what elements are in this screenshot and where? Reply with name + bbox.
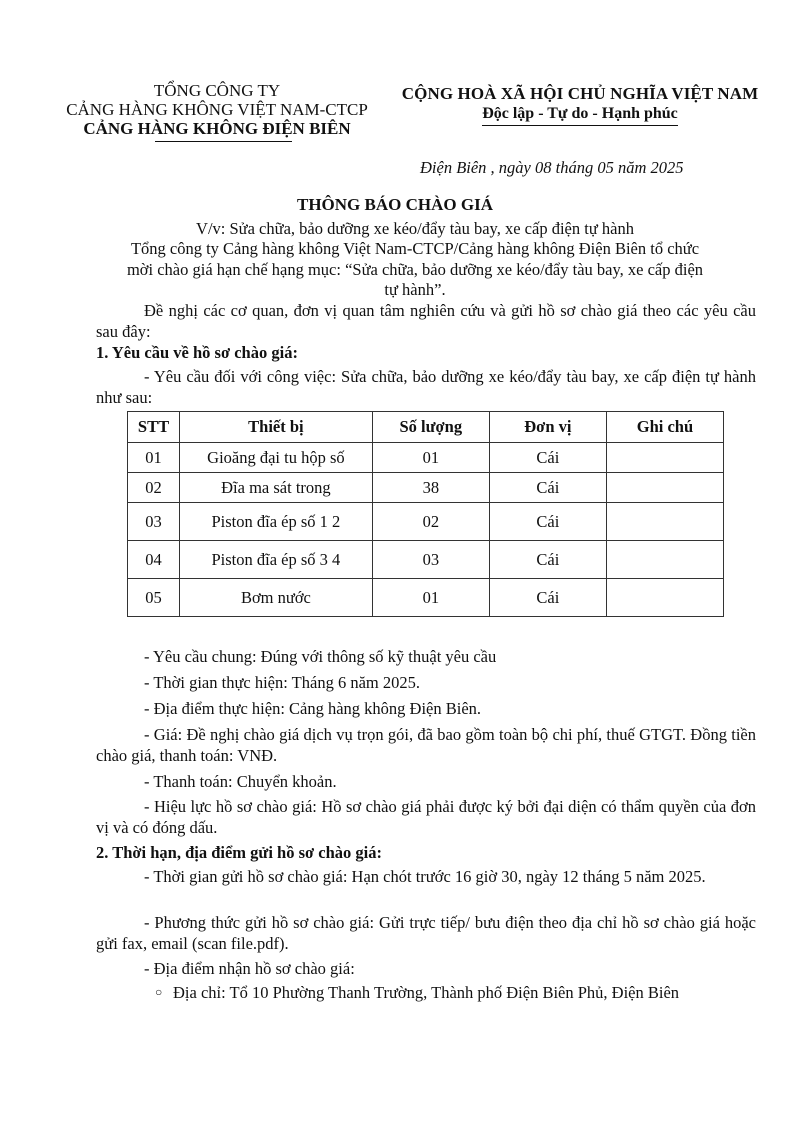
header-note: Ghi chú [606,412,723,443]
submit-place: - Địa điểm nhận hồ sơ chào giá: [144,959,355,978]
table-row [128,503,724,541]
cell-unit: Cái [489,503,606,541]
org-underline [155,141,292,142]
national-header [390,84,770,126]
header-unit: Đơn vị [489,412,606,443]
org-line-3: CẢNG HÀNG KHÔNG ĐIỆN BIÊN [83,119,351,138]
circle-bullet-icon: ○ [155,985,163,999]
cell-device: Piston đĩa ép số 1 2 [180,503,373,541]
cell-quantity: 01 [372,579,489,617]
table-header-row [128,412,724,443]
cell-quantity: 01 [372,443,489,473]
execution-place: - Địa điểm thực hiện: Cảng hàng không Điện Biên. [144,699,482,718]
national-title: CỘNG HOÀ XÃ HỘI CHỦ NGHĨA VIỆT NAM [401,84,759,103]
address-item [155,982,758,1003]
table-row [128,541,724,579]
dateline: Điện Biên , ngày 08 tháng 05 năm 2025 [420,158,684,177]
table-row [128,473,724,503]
cell-quantity: 03 [372,541,489,579]
address-text: Địa chỉ: Tổ 10 Phường Thanh Trường, Thành phố Điện Biên Phủ, Điện Biên [173,983,680,1002]
cell-unit: Cái [489,541,606,579]
cell-stt: 04 [128,541,180,579]
org-line-1: TỔNG CÔNG TY [153,81,281,100]
organization-header [52,81,382,138]
cell-quantity: 38 [372,473,489,503]
intro-line-1: Tổng công ty Cảng hàng không Việt Nam-CTCP/Cảng hàng không Điện Biên tổ chức [130,239,700,258]
cell-quantity: 02 [372,503,489,541]
submit-method: - Phương thức gửi hồ sơ chào giá: Gửi trực tiếp/ bưu điện theo địa chỉ hồ sơ chào giá hoặc gửi fax, email (scan file.pdf). [96,913,756,953]
national-motto: Độc lập - Tự do - Hạnh phúc [482,104,678,126]
intro-line-2: mời chào giá hạn chế hạng mục: “Sửa chữa, bảo dưỡng xe kéo/đẩy tàu bay, xe cấp điện [126,260,704,279]
header-stt: STT [128,412,180,443]
submit-time: - Thời gian gửi hồ sơ chào giá: Hạn chót trước 16 giờ 30, ngày 12 tháng 5 năm 2025. [144,867,706,886]
payment-terms: - Thanh toán: Chuyển khoản. [144,772,337,791]
cell-device: Bơm nước [180,579,373,617]
execution-time: - Thời gian thực hiện: Tháng 6 năm 2025. [144,673,420,692]
subject-line: V/v: Sửa chữa, bảo dưỡng xe kéo/đẩy tàu bay, xe cấp điện tự hành [196,219,634,238]
cell-unit: Cái [489,443,606,473]
work-requirement: - Yêu cầu đối với công việc: Sửa chữa, bảo dưỡng xe kéo/đẩy tàu bay, xe cấp điện tự hành như sau: [96,367,756,407]
cell-device: Đĩa ma sát trong [180,473,373,503]
cell-note [606,443,723,473]
header-quantity: Số lượng [372,412,489,443]
table-row [128,579,724,617]
intro-line-3: tự hành”. [384,280,446,299]
section-1-heading: 1. Yêu cầu về hồ sơ chào giá: [96,343,298,362]
cell-note [606,503,723,541]
section-2-heading: 2. Thời hạn, địa điểm gửi hồ sơ chào giá: [96,843,382,862]
cell-note [606,579,723,617]
cell-unit: Cái [489,473,606,503]
org-line-2: CẢNG HÀNG KHÔNG VIỆT NAM-CTCP [66,100,368,119]
cell-stt: 02 [128,473,180,503]
cell-stt: 05 [128,579,180,617]
header-device: Thiết bị [180,412,373,443]
cell-stt: 03 [128,503,180,541]
equipment-table [127,411,724,617]
price-terms: - Giá: Đề nghị chào giá dịch vụ trọn gói, đã bao gồm toàn bộ chi phí, thuế GTGT. Đồng tiền chào giá, thanh toán: VNĐ. [96,725,756,765]
cell-note [606,473,723,503]
request-paragraph: Đề nghị các cơ quan, đơn vị quan tâm nghiên cứu và gửi hồ sơ chào giá theo các yêu cầu sau đây: [96,301,756,341]
cell-device: Piston đĩa ép số 3 4 [180,541,373,579]
cell-device: Gioăng đại tu hộp số [180,443,373,473]
cell-note [606,541,723,579]
general-requirement: - Yêu cầu chung: Đúng với thông số kỹ thuật yêu cầu [144,647,497,666]
validity-terms: - Hiệu lực hồ sơ chào giá: Hồ sơ chào giá phải được ký bởi đại diện có thẩm quyền của đơn vị và có đóng dấu. [96,797,756,837]
table-row [128,443,724,473]
cell-stt: 01 [128,443,180,473]
cell-unit: Cái [489,579,606,617]
document-title: THÔNG BÁO CHÀO GIÁ [297,195,493,214]
